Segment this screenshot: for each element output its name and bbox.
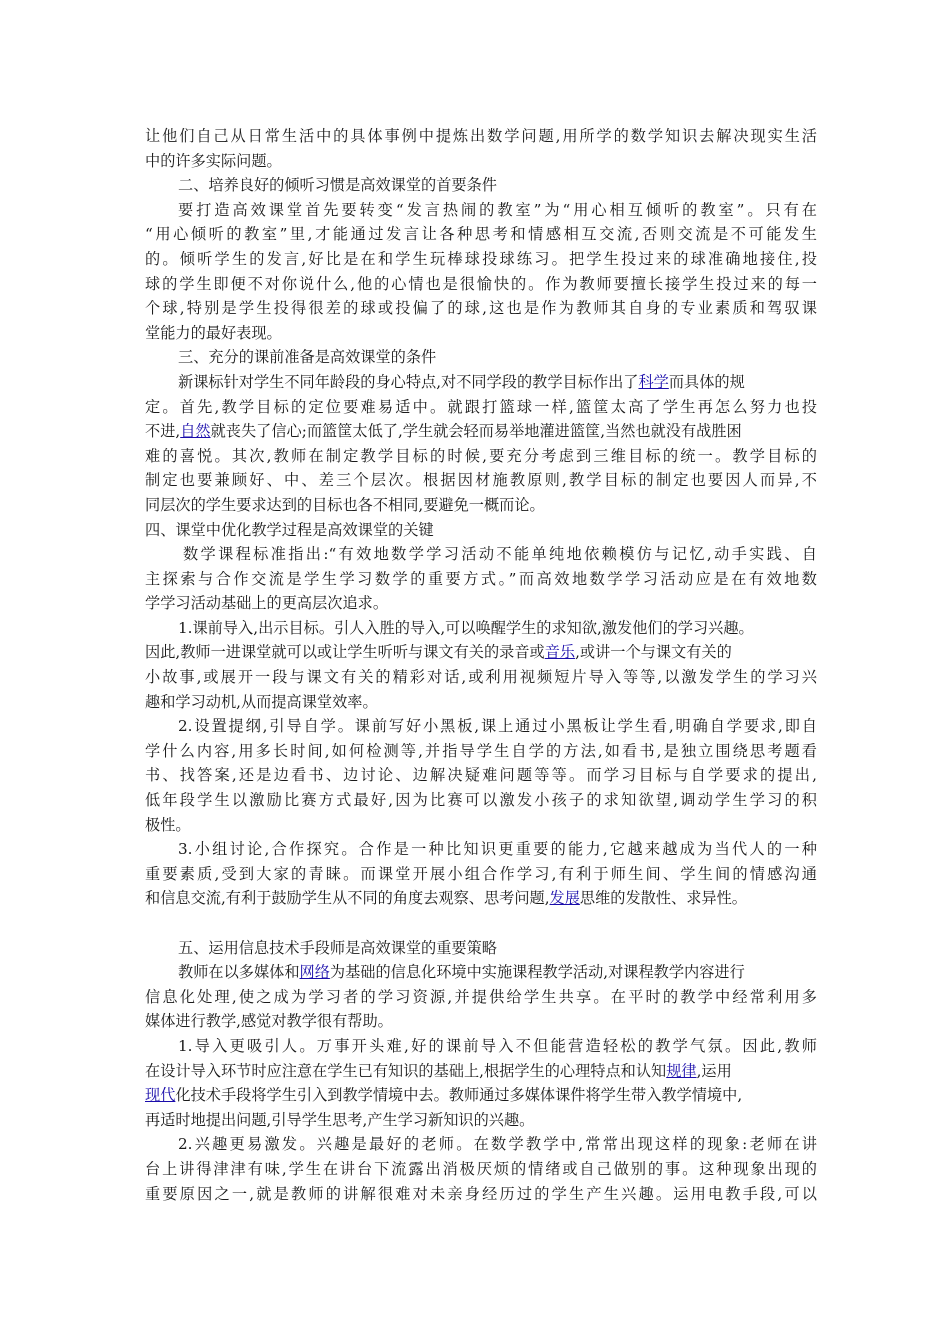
body-text-line: 1.导入更吸引人。万事开头难,好的课前导入不但能营造轻松的教学气氛。因此,教师 <box>178 1036 817 1055</box>
text-span: ,运用 <box>696 1061 732 1080</box>
text-span: 在设计导入环节时应注意在学生已有知识的基础上,根据学生的心理特点和认知 <box>145 1061 667 1080</box>
link-network[interactable]: 网络 <box>299 963 330 982</box>
body-text-line: 2.兴趣更易激发。兴趣是最好的老师。在数学教学中,常常出现这样的现象:老师在讲 <box>178 1135 817 1154</box>
link-science[interactable]: 科学 <box>638 372 669 391</box>
body-text-line: 的。倾听学生的发言,好比是在和学生玩棒球投球练习。把学生投过来的球准确地接住,投 <box>145 249 817 268</box>
document-body <box>145 124 817 1206</box>
body-text-line: 球的学生即便不对你说什么,他的心情也是很愉快的。作为教师要擅长接学生投过来的每一 <box>145 274 817 293</box>
text-span: 因此,教师一进课堂就可以或让学生听听与课文有关的录音或 <box>145 643 545 662</box>
body-text-line: 学什么内容,用多长时间,如何检测等,并指导学生自学的方法,如看书,是独立围绕思考题看 <box>145 741 817 760</box>
text-span: 思维的发散性、求异性。 <box>579 889 747 908</box>
text-span: 就丧失了信心;而篮筐太低了,学生就会轻而易举地灌进篮筐,当然也就没有战胜困 <box>210 422 742 441</box>
body-text-line: 小故事,或展开一段与课文有关的精彩对话,或利用视频短片导入等等,以激发学生的学习兴 <box>145 668 817 687</box>
section-heading-2: 二、培养良好的倾听习惯是高效课堂的首要条件 <box>178 176 497 195</box>
body-text-line <box>145 886 817 911</box>
body-text-line: 主探索与合作交流是学生学习数学的重要方式。”而高效地数学学习活动应是在有效地数 <box>145 569 817 588</box>
body-text-line: 重要原因之一,就是教师的讲解很难对未亲身经历过的学生产生兴趣。运用电教手段,可以 <box>145 1184 817 1203</box>
body-text-line: 堂能力的最好表现。 <box>145 323 282 342</box>
body-text-line: 极性。 <box>145 815 191 834</box>
link-nature[interactable]: 自然 <box>180 422 211 441</box>
blank-line <box>145 911 817 936</box>
body-text-line: 要打造高效课堂首先要转变“发言热闹的教室”为“用心相互倾听的教室”。只有在 <box>178 200 817 219</box>
body-text-line: 台上讲得津津有味,学生在讲台下流露出消极厌烦的情绪或自己做别的事。这种现象出现的 <box>145 1159 817 1178</box>
body-text-line <box>145 640 817 665</box>
text-span: ,或讲一个与课文有关的 <box>575 643 732 662</box>
body-text-line <box>145 960 817 985</box>
body-text-line: 制定也要兼顾好、中、差三个层次。根据因材施教原则,教学目标的制定也要因人而异,不 <box>145 471 817 490</box>
body-text-line: 书、找答案,还是边看书、边讨论、边解决疑难问题等等。而学习目标与自学要求的提出, <box>145 766 817 785</box>
body-text-line <box>145 419 817 444</box>
body-text-line: “用心倾听的教室”里,才能通过发言让各种思考和情感相互交流,否则交流是不可能发生 <box>145 225 817 244</box>
body-text-line: 定。首先,教学目标的定位要难易适中。就跟打篮球一样,篮筐太高了学生再怎么努力也投 <box>145 397 817 416</box>
body-text-line: 信息化处理,使之成为学习者的学习资源,并提供给学生共享。在平时的教学中经常利用多 <box>145 987 817 1006</box>
body-text-line: 中的许多实际问题。 <box>145 151 282 170</box>
section-heading-3: 三、充分的课前准备是高效课堂的条件 <box>178 348 437 367</box>
text-span: 为基础的信息化环境中实施课程教学活动,对课程教学内容进行 <box>329 963 745 982</box>
text-span: 新课标针对学生不同年龄段的身心特点,对不同学段的教学目标作出了 <box>178 372 639 391</box>
body-text-line: 难的喜悦。其次,教师在制定教学目标的时候,要充分考虑到三维目标的统一。教学目标的 <box>145 446 817 465</box>
link-pattern[interactable]: 规律 <box>666 1061 697 1080</box>
body-text-line <box>145 1083 817 1108</box>
link-modern[interactable]: 现代 <box>145 1086 176 1105</box>
body-text-line: 趣和学习动机,从而提高课堂效率。 <box>145 692 378 711</box>
link-music[interactable]: 音乐 <box>544 643 576 662</box>
body-text-line: 再适时地提出问题,引导学生思考,产生学习新知识的兴趣。 <box>145 1110 535 1129</box>
section-heading-5: 五、运用信息技术手段师是高效课堂的重要策略 <box>178 938 497 957</box>
body-text-line: 让他们自己从日常生活中的具体事例中提炼出数学问题,用所学的数学知识去解决现实生活 <box>145 127 817 145</box>
body-text-line: 数学课程标准指出:“有效地数学学习活动不能单纯地依赖模仿与记忆,动手实践、自 <box>183 545 817 564</box>
body-text-line <box>145 1059 817 1084</box>
body-text-line: 3.小组讨论,合作探究。合作是一种比知识更重要的能力,它越来越成为当代人的一种 <box>178 840 817 859</box>
link-development[interactable]: 发展 <box>549 889 580 908</box>
section-heading-4: 四、课堂中优化教学过程是高效课堂的关键 <box>145 520 434 539</box>
body-text-line: 同层次的学生要求达到的目标也各不相同,要避免一概而论。 <box>145 495 545 514</box>
body-text-line: 重要素质,受到大家的青睐。而课堂开展小组合作学习,有利于师生间、学生间的情感沟通 <box>145 864 817 883</box>
body-text-line: 低年段学生以激励比赛方式最好,因为比赛可以激发小孩子的求知欲望,调动学生学习的积 <box>145 791 817 810</box>
body-text-line: 个球,特别是学生投得很差的球或投偏了的球,这也是作为教师其自身的专业素质和驾驭课 <box>145 299 817 318</box>
text-span: 和信息交流,有利于鼓励学生从不同的角度去观察、思考问题, <box>145 889 550 908</box>
body-text-line: 1.课前导入,出示目标。引人入胜的导入,可以唤醒学生的求知欲,激发他们的学习兴趣。 <box>178 618 754 637</box>
body-text-line: 媒体进行教学,感觉对教学很有帮助。 <box>145 1012 393 1031</box>
body-text-line: 2.设置提纲,引导自学。课前写好小黑板,课上通过小黑板让学生看,明确自学要求,即自 <box>178 717 817 736</box>
body-text-line: 学学习活动基础上的更高层次追求。 <box>145 594 388 613</box>
text-span: 而具体的规 <box>668 372 745 391</box>
body-text-line <box>145 370 817 395</box>
text-span: 化技术手段将学生引入到教学情境中去。教师通过多媒体课件将学生带入教学情境中, <box>175 1086 743 1105</box>
text-span: 不进, <box>145 422 181 441</box>
text-span: 教师在以多媒体和 <box>178 963 300 982</box>
